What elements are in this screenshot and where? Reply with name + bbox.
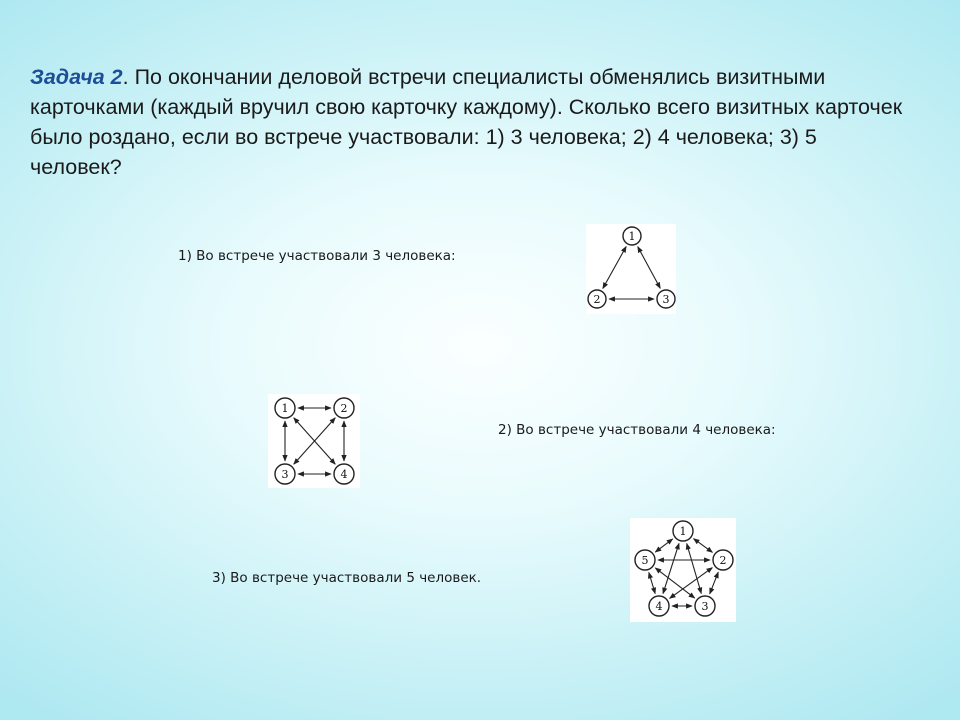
node-label: 3 [662, 293, 670, 306]
node-1 [623, 227, 641, 245]
problem-statement [30, 62, 910, 182]
node-label: 1 [281, 402, 289, 415]
node-5 [635, 550, 655, 570]
node-label: 1 [679, 525, 687, 538]
node-label: 2 [719, 554, 727, 567]
graph-4-svg [268, 394, 360, 488]
node-label: 5 [641, 554, 649, 567]
node-2 [713, 550, 733, 570]
edge-2-4 [670, 568, 713, 599]
graph-5-svg [630, 518, 736, 622]
node-3 [657, 290, 675, 308]
graph-3-people [586, 224, 676, 314]
edge-4-5 [649, 572, 655, 593]
graph-5-people [630, 518, 736, 622]
edge-3-5 [655, 568, 694, 598]
edge-1-2 [603, 247, 626, 289]
node-4 [649, 596, 669, 616]
node-2 [588, 290, 606, 308]
node-1 [275, 398, 295, 418]
node-label: 2 [340, 402, 348, 415]
case-1-label: 1) Во встрече участвовали 3 человека: [178, 248, 456, 264]
problem-text: . По окончании деловой встречи специалисты обменялись визитными карточками (каждый вручил свою карточку каждому). Сколько всего визитных карточек было роздано, если во встрече участвовали: 1) 3 человека; 2) 4 человека; 3) 5 человек? [30, 65, 903, 179]
node-label: 3 [281, 468, 289, 481]
graph-4-people [268, 394, 360, 488]
node-4 [334, 464, 354, 484]
edge-1-2 [694, 539, 713, 553]
node-label: 2 [593, 293, 601, 306]
node-label: 4 [655, 600, 663, 613]
edge-1-5 [655, 539, 672, 552]
node-3 [695, 596, 715, 616]
node-label: 4 [340, 468, 348, 481]
problem-label: Задача 2 [30, 65, 123, 89]
node-1 [673, 521, 693, 541]
edge-2-3 [710, 572, 719, 594]
node-label: 3 [701, 600, 709, 613]
node-label: 1 [628, 230, 636, 243]
node-2 [334, 398, 354, 418]
case-3-label: 3) Во встрече участвовали 5 человек. [212, 570, 482, 586]
case-2-label: 2) Во встрече участвовали 4 человека: [498, 422, 776, 438]
node-3 [275, 464, 295, 484]
edge-1-4 [663, 543, 679, 593]
edge-1-3 [687, 544, 702, 594]
graph-3-svg [586, 224, 676, 314]
edge-1-3 [638, 247, 661, 289]
